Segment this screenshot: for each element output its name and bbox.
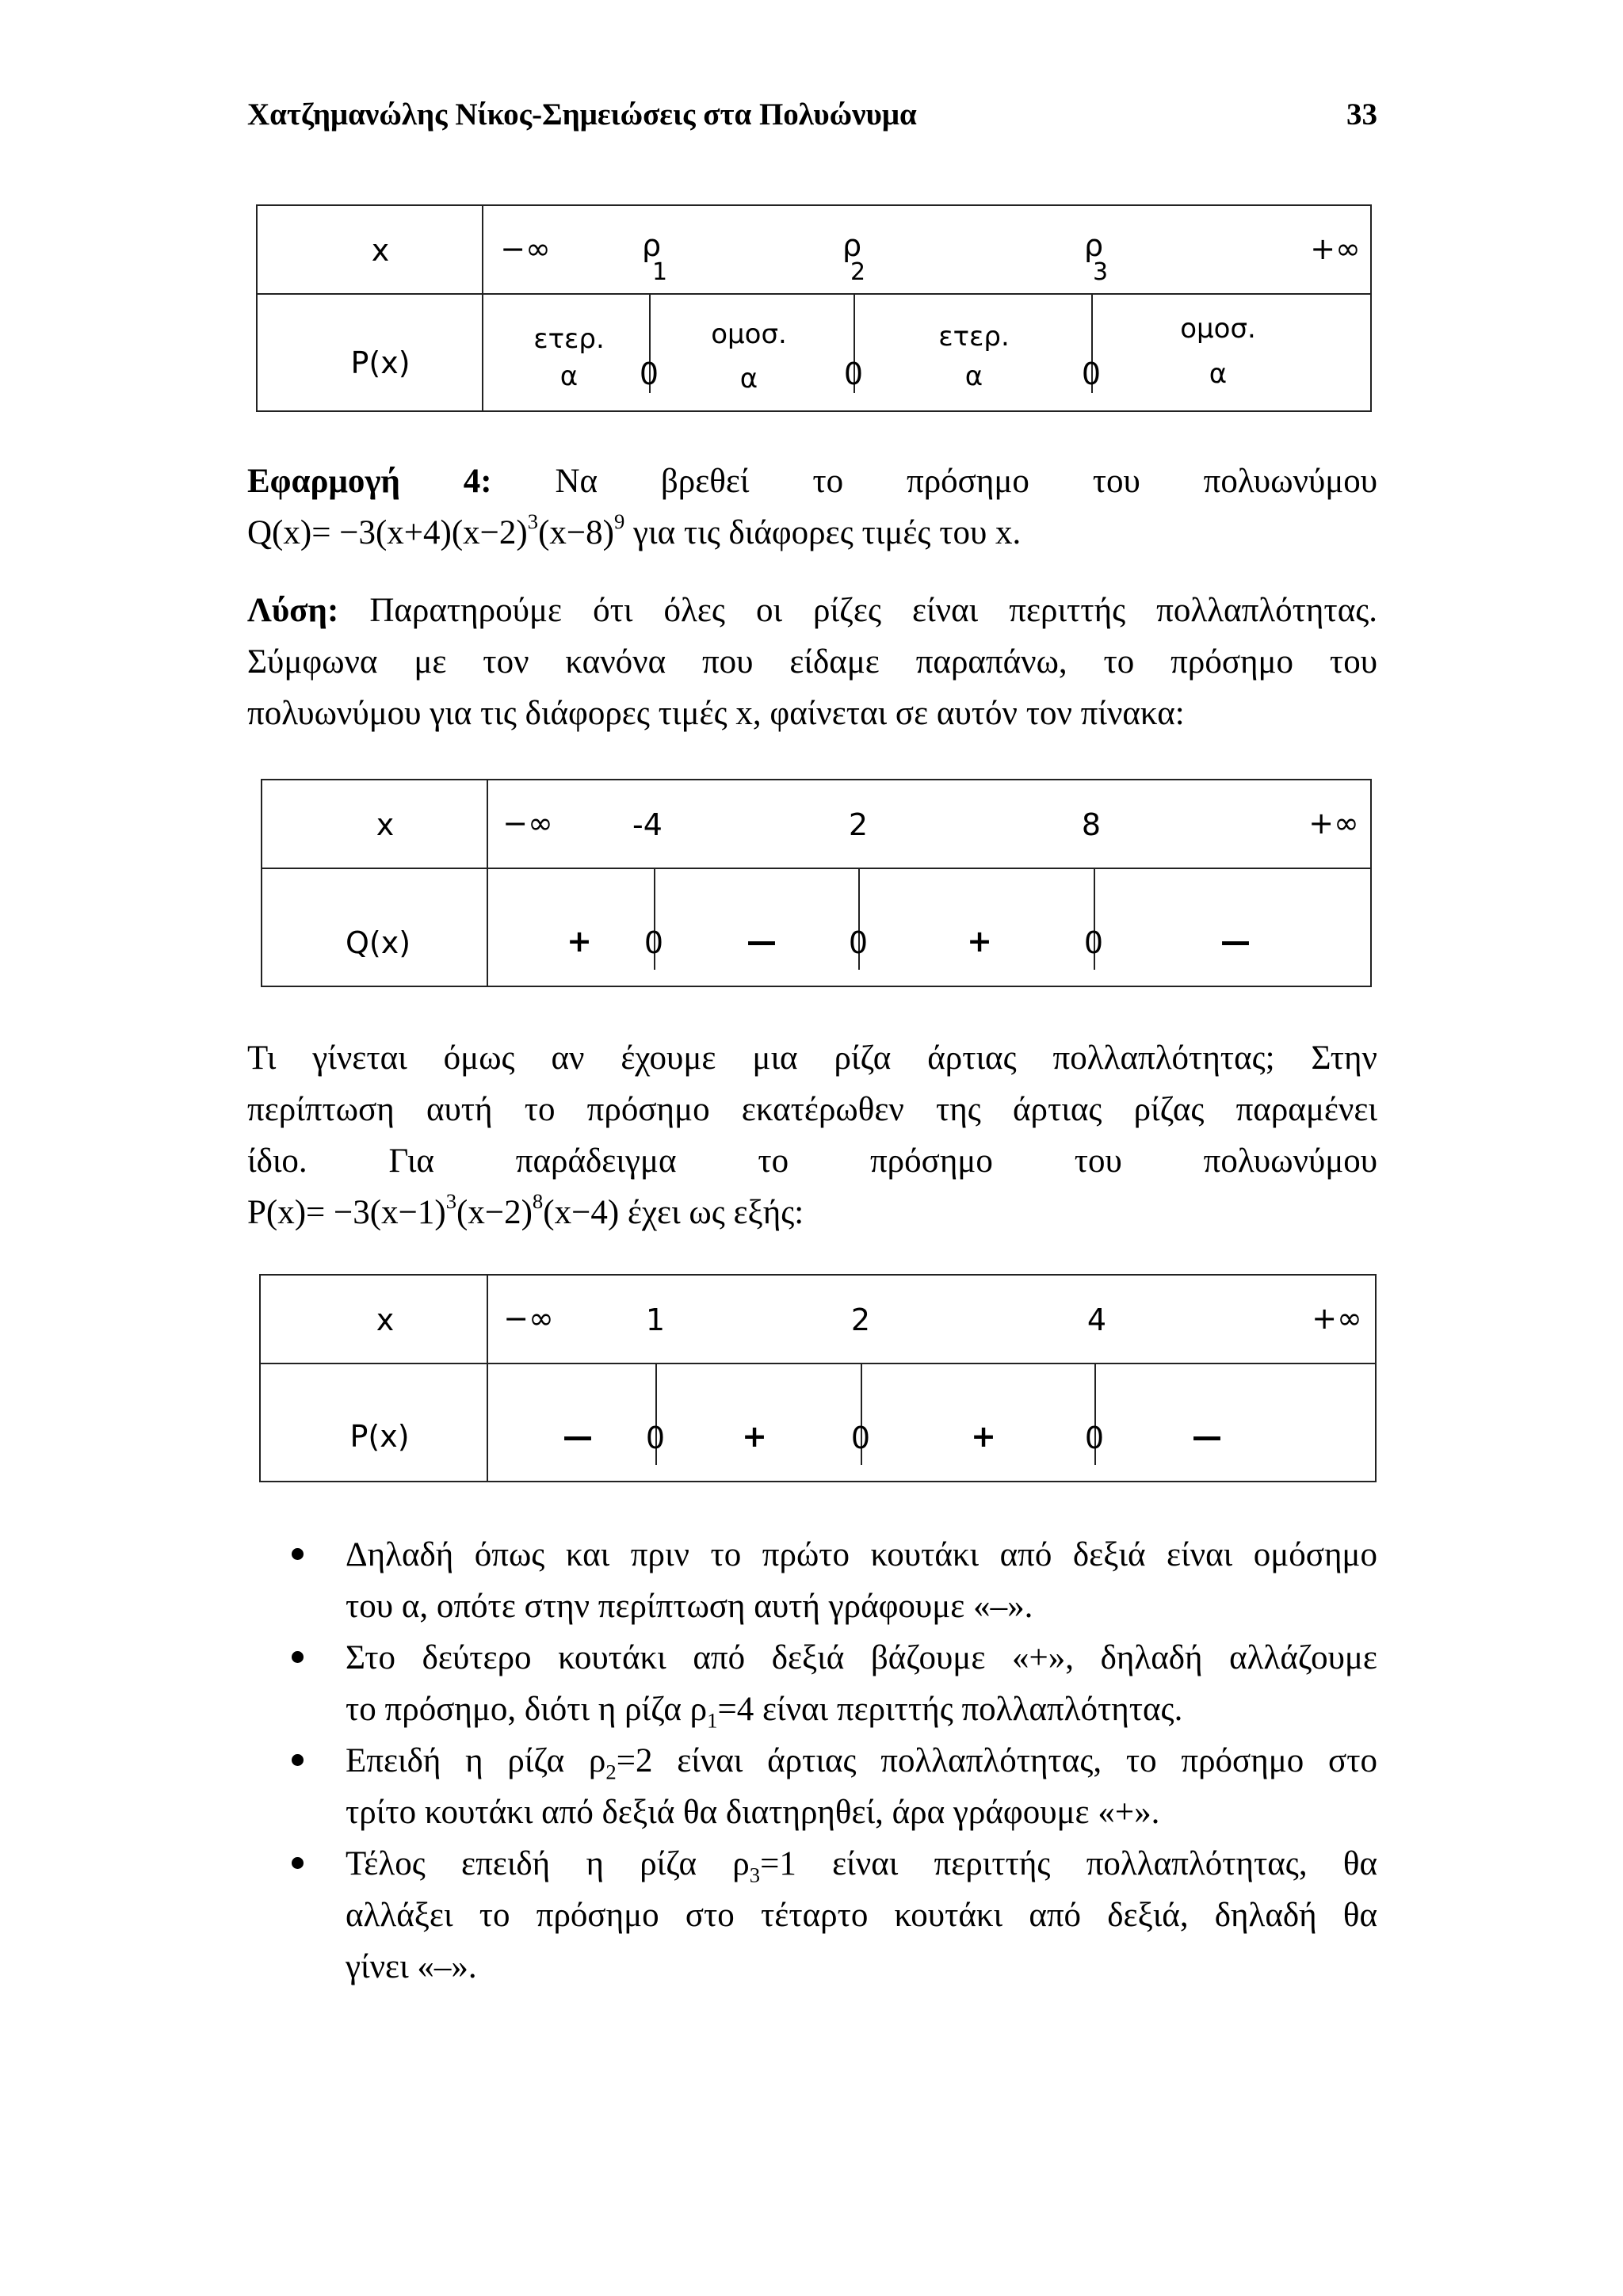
- interval-sign: +: [742, 1419, 767, 1454]
- root-value: 2: [848, 807, 869, 842]
- interval-sign-label: ετερ.: [938, 321, 1010, 353]
- polynomial-label: P(x): [350, 345, 411, 380]
- application-polynomial: $Q(x)= -3(x+4)(x-2)^3(x-8)^9$ για τις διάφορες τιμές του x.: [247, 509, 1022, 551]
- table-header-row: [262, 780, 1370, 869]
- zero-mark: 0: [1083, 925, 1104, 960]
- root-index: 1: [652, 258, 668, 286]
- root-symbol: ρ: [1083, 228, 1104, 263]
- table-column-divider: [487, 780, 488, 986]
- table-header-row: [258, 206, 1370, 295]
- interval-coefficient: α: [964, 360, 983, 392]
- even-root-polynomial: $P(x)= -3(x-1)^3(x-2)^8(x-4)$ έχει ως εξής:: [247, 1188, 804, 1231]
- interval-coefficient: α: [559, 360, 579, 392]
- solution-line-2: Σύμφωνα με τον κανόνα που είδαμε παραπάνω, το πρόσημο του: [247, 643, 1377, 681]
- bullet-icon: [292, 1548, 304, 1560]
- solution-line-3: πολυωνύμου για τις διάφορες τιμές x, φαίνεται σε αυτόν τον πίνακα:: [247, 695, 1185, 732]
- negative-infinity: −∞: [502, 806, 553, 841]
- application-label: Εφαρμογή: [247, 463, 400, 500]
- interval-coefficient: α: [1209, 358, 1228, 390]
- x-label: x: [376, 1302, 395, 1337]
- bullet-icon: [292, 1651, 304, 1663]
- x-label: x: [376, 807, 395, 842]
- solution-label: Λύση:: [247, 592, 339, 629]
- root-value: 4: [1086, 1302, 1107, 1337]
- interval-sign: —: [563, 1419, 593, 1454]
- polynomial-label: Q(x): [345, 925, 411, 960]
- even-root-paragraph: [247, 1032, 1377, 1238]
- table-column-divider: [482, 206, 483, 410]
- root-symbol: ρ: [641, 228, 662, 263]
- explanation-bullets: [247, 1529, 1377, 1993]
- root-value: 1: [645, 1302, 666, 1337]
- zero-mark: 0: [643, 925, 664, 960]
- running-title: Χατζημανώλης Νίκος-Σημειώσεις στα Πολυώνυμα: [247, 97, 917, 132]
- interval-sign-label: ομοσ.: [1180, 313, 1256, 345]
- zero-mark: 0: [639, 357, 659, 391]
- root-value: -4: [632, 807, 663, 842]
- table-column-divider: [487, 1276, 488, 1481]
- bullet-icon: [292, 1754, 304, 1766]
- interval-sign: +: [967, 924, 992, 959]
- even-root-line-1: Τι γίνεται όμως αν έχουμε μια ρίζα άρτιας πολλαπλότητας; Στην: [247, 1039, 1377, 1077]
- x-label: x: [371, 233, 390, 268]
- zero-mark: 0: [1081, 357, 1102, 391]
- root-index: 2: [850, 258, 866, 286]
- sign-table-p-even: [259, 1274, 1377, 1482]
- root-symbol: ρ: [842, 228, 862, 263]
- positive-infinity: +∞: [1310, 231, 1361, 266]
- interval-sign: +: [567, 924, 592, 959]
- solution-line-1: Λύση: Παρατηρούμε ότι όλες οι ρίζες είναι περιττής πολλαπλότητας.: [247, 592, 1377, 629]
- bullet-item: Δηλαδή όπως και πριν το πρώτο κουτάκι από δεξιά είναι ομόσημο του α, οπότε στην περίπτωση αυτή γράφουμε «–».: [247, 1529, 1377, 1632]
- positive-infinity: +∞: [1312, 1301, 1362, 1336]
- zero-mark: 0: [1084, 1421, 1105, 1455]
- root-value: 8: [1081, 807, 1102, 842]
- positive-infinity: +∞: [1308, 806, 1359, 841]
- application-line-1: Εφαρμογή 4: Να βρεθεί το πρόσημο του πολυωνύμου: [247, 463, 1378, 500]
- interval-sign-label: ετερ.: [533, 323, 605, 355]
- zero-mark: 0: [848, 925, 869, 960]
- sign-table-q: [261, 779, 1372, 987]
- interval-sign: —: [747, 924, 777, 959]
- negative-infinity: −∞: [500, 231, 551, 266]
- zero-mark: 0: [843, 357, 864, 391]
- root-index: 3: [1093, 258, 1109, 286]
- interval-sign: —: [1220, 924, 1251, 959]
- page-number: 33: [1346, 97, 1377, 132]
- bullet-item: Επειδή η ρίζα $\rho_2=2$ είναι άρτιας πολλαπλότητας, το πρόσημο στο τρίτο κουτάκι από δεξιά θα διατηρηθεί, άρα γράφουμε «+».: [247, 1735, 1377, 1838]
- root-value: 2: [850, 1302, 871, 1337]
- negative-infinity: −∞: [503, 1301, 554, 1336]
- table-header-row: [261, 1276, 1375, 1364]
- sign-table-general: [256, 204, 1372, 412]
- solution-paragraph: [247, 585, 1377, 739]
- interval-coefficient: α: [739, 363, 758, 395]
- bullet-item: Τέλος επειδή η ρίζα $\rho_3=1$ είναι περιττής πολλαπλότητας, θα αλλάξει το πρόσημο στο τέταρτο κουτάκι από δεξιά, δηλαδή θα γίνει «–».: [247, 1838, 1377, 1993]
- zero-mark: 0: [645, 1421, 666, 1455]
- interval-sign: —: [1192, 1419, 1222, 1454]
- page-header: [247, 97, 1377, 132]
- polynomial-label: P(x): [349, 1419, 410, 1454]
- interval-sign-label: ομοσ.: [711, 318, 787, 350]
- application-statement: [247, 456, 1377, 559]
- bullet-item: Στο δεύτερο κουτάκι από δεξιά βάζουμε «+», δηλαδή αλλάζουμε το πρόσημο, διότι η ρίζα $\rho_1=4$ είναι περιττής πολλαπλότητας.: [247, 1632, 1377, 1735]
- even-root-line-2: περίπτωση αυτή το πρόσημο εκατέρωθεν της άρτιας ρίζας παραμένει: [247, 1091, 1377, 1128]
- bullet-icon: [292, 1857, 304, 1869]
- interval-sign: +: [971, 1419, 996, 1454]
- even-root-line-3: ίδιο. Για παράδειγμα το πρόσημο του πολυωνύμου: [247, 1142, 1378, 1180]
- application-number: 4:: [463, 463, 492, 500]
- zero-mark: 0: [850, 1421, 871, 1455]
